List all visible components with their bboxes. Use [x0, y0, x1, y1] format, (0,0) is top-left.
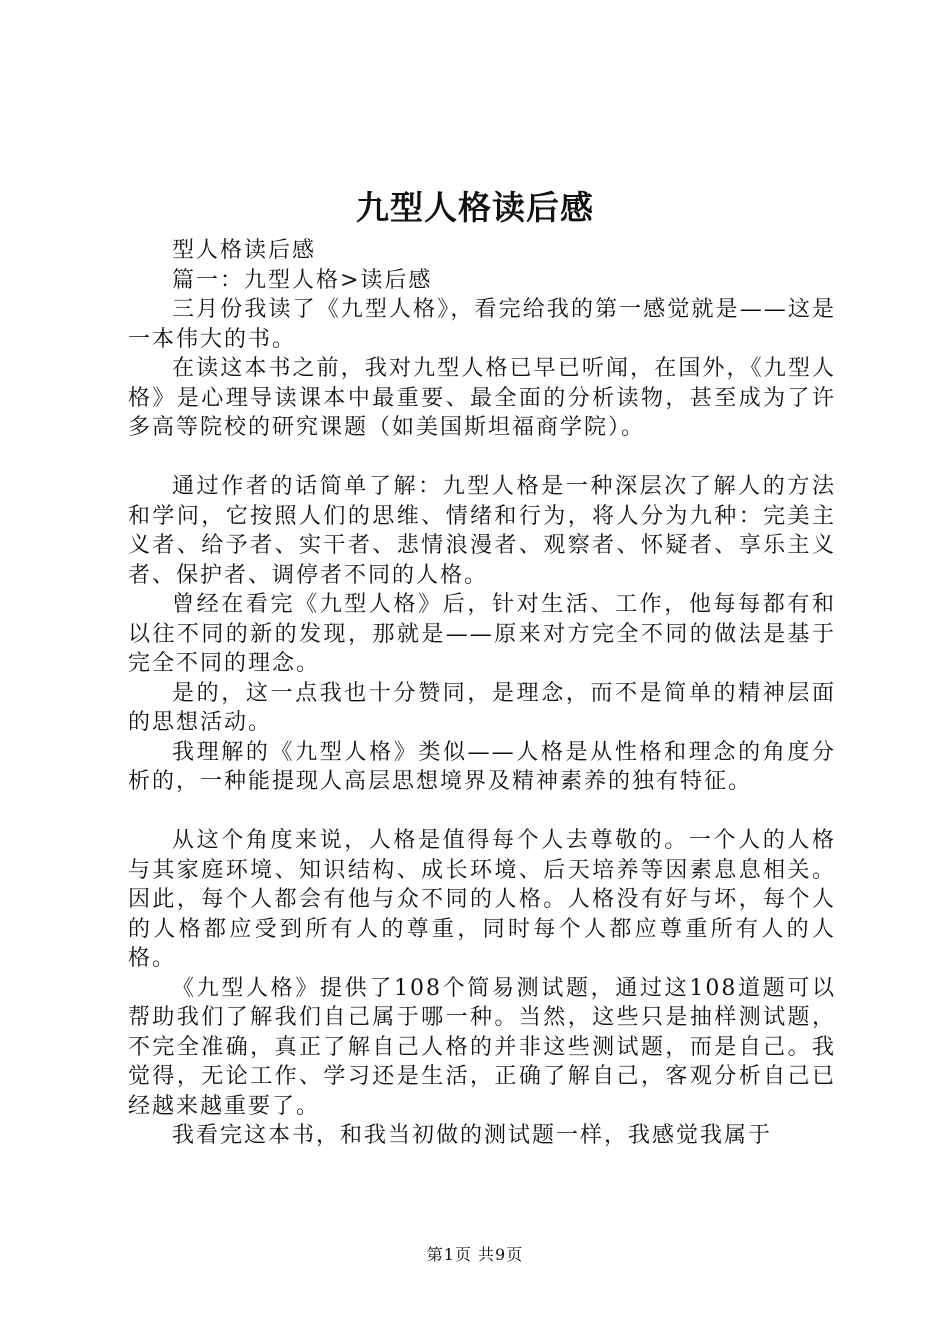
paragraph: 我看完这本书，和我当初做的测试题一样，我感觉我属于 — [172, 1123, 773, 1148]
paragraph: 从这个角度来说，人格是值得每个人去尊敬的。一个人的人格与其家庭环境、知识结构、成长环境、后天培养等因素息息相关。因此，每个人都会有他与众不同的人格。人格没有好与坏，每个人的人格都应受到所有人的尊重，同时每个人都应尊重所有人的人格。 — [128, 828, 836, 971]
paragraph-chapter-heading: 篇一：九型人格>读后感 — [172, 267, 433, 293]
paragraph: 在读这本书之前，我对九型人格已早已听闻，在国外，《九型人格》是心理导读课本中最重要、最全面的分析读物，甚至成为了许多高等院校的研究课题（如美国斯坦福商学院）。 — [128, 356, 836, 440]
paragraph: 我理解的《九型人格》类似——人格是从性格和理念的角度分析的，一种能提现人高层思想境界及精神素养的独有特征。 — [128, 739, 836, 794]
paragraph: 曾经在看完《九型人格》后，针对生活、工作，他每每都有和以往不同的新的发现，那就是——原来对方完全不同的做法是基于完全不同的理念。 — [128, 592, 836, 676]
paragraph-subtitle: 型人格读后感 — [172, 238, 317, 263]
paragraph: 《九型人格》提供了108个简易测试题，通过这108道题可以帮助我们了解我们自己属于哪一种。当然，这些只是抽样测试题，不完全准确，真正了解自己人格的并非这些测试题，而是自己。我觉得，无论工作、学习还是生活，正确了解自己，客观分析自己已经越来越重要了。 — [128, 975, 836, 1119]
paragraph: 是的，这一点我也十分赞同，是理念，而不是简单的精神层面的思想活动。 — [128, 680, 836, 735]
paragraph: 通过作者的话简单了解：九型人格是一种深层次了解人的方法和学问，它按照人们的思维、情绪和行为，将人分为九种：完美主义者、给予者、实干者、悲情浪漫者、观察者、怀疑者、享乐主义者、保护者、调停者不同的人格。 — [128, 474, 836, 588]
document-title: 九型人格读后感 — [356, 188, 594, 227]
document-body — [128, 236, 836, 1151]
paragraph: 三月份我读了《九型人格》，看完给我的第一感觉就是——这是一本伟大的书。 — [128, 297, 836, 352]
page-number-footer: 第1页 共9页 — [426, 1245, 524, 1264]
